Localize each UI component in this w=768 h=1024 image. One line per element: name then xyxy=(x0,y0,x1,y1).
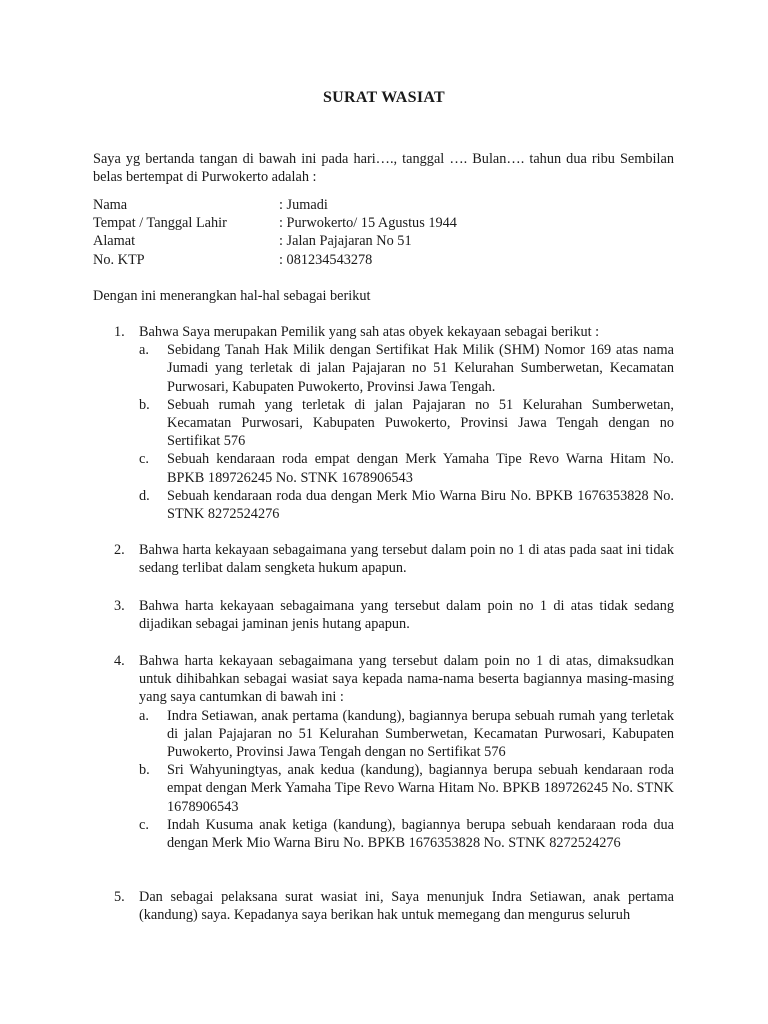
item-text: Bahwa harta kekayaan sebagaimana yang tersebut dalam poin no 1 di atas pada saat ini tidak sedang terlibat dalam sengketa hukum apapun. xyxy=(139,542,674,577)
sub-item-4a xyxy=(139,707,674,762)
identity-row-birth xyxy=(93,214,457,232)
item-text: Bahwa Saya merupakan Pemilik yang sah atas obyek kekayaan sebagai berikut : xyxy=(139,324,600,340)
sub-item-letter: c. xyxy=(139,451,149,468)
item-text: Bahwa harta kekayaan sebagaimana yang tersebut dalam poin no 1 di atas, dimaksudkan untuk dihibahkan sebagai wasiat saya kepada nama-nama beserta bagiannya masing-masing yang saya cantumkan di bawah ini : xyxy=(139,653,674,706)
identity-label: No. KTP xyxy=(93,251,145,268)
list-item-2 xyxy=(114,541,674,577)
identity-value: : 081234543278 xyxy=(279,251,373,268)
sub-item-1c xyxy=(139,450,674,486)
statement-line: Dengan ini menerangkan hal-hal sebagai berikut xyxy=(93,288,371,304)
sub-item-4c xyxy=(139,816,674,852)
item-number: 1. xyxy=(114,324,125,340)
identity-label: Nama xyxy=(93,197,128,213)
identity-table xyxy=(93,196,457,269)
identity-label: Tempat / Tanggal Lahir xyxy=(93,215,227,232)
item-number: 2. xyxy=(114,542,125,558)
sub-item-text: Sri Wahyuningtyas, anak kedua (kandung), bagiannya berupa sebuah kendaraan roda empat dengan Merk Yamaha Tipe Revo Warna Hitam No. BPKB 189726245 No. STNK 1678906543 xyxy=(167,762,674,815)
sub-item-letter: d. xyxy=(139,487,150,504)
list-item-3 xyxy=(114,597,674,633)
sub-item-letter: b. xyxy=(139,396,150,413)
identity-label: Alamat xyxy=(93,233,136,250)
sub-item-text: Sebuah kendaraan roda dua dengan Merk Mio Warna Biru No. BPKB 1676353828 No. STNK 8272524276 xyxy=(167,487,674,523)
sub-item-1a xyxy=(139,341,674,396)
sub-item-text: Sebuah rumah yang terletak di jalan Pajajaran no 51 Kelurahan Sumberwetan, Kecamatan Purwosari, Kabupaten Puwokerto, Provinsi Jawa Tengah dengan no Sertifikat 576 xyxy=(167,396,674,450)
sub-item-text: Indah Kusuma anak ketiga (kandung), bagiannya berupa sebuah kendaraan roda dua dengan Merk Mio Warna Biru No. BPKB 1676353828 No. STNK 8272524276 xyxy=(167,816,674,852)
identity-row-ktp xyxy=(93,251,457,269)
item-number: 3. xyxy=(114,598,125,614)
sub-item-letter: a. xyxy=(139,707,149,724)
list-item-1 xyxy=(114,323,674,523)
sub-item-text: Indra Setiawan, anak pertama (kandung), bagiannya berupa sebuah rumah yang terletak di jalan Pajajaran no 51 Kelurahan Sumberwetan, Kecamatan Purwosari, Kabupaten Puwokerto, Provinsi Jawa Tengah dengan no Sertifikat 576 xyxy=(167,707,674,761)
identity-value: : Purwokerto/ 15 Agustus 1944 xyxy=(279,215,457,232)
document-title: SURAT WASIAT xyxy=(322,89,445,106)
sub-item-text: Sebidang Tanah Hak Milik dengan Sertifikat Hak Milik (SHM) Nomor 169 atas nama Jumadi yang terletak di jalan Pajajaran no 51 Kelurahan Sumberwetan, Kecamatan Purwosari, Kabupaten Puwokerto, Provinsi Jawa Tengah. xyxy=(167,342,674,395)
item-number: 5. xyxy=(114,889,125,905)
sub-item-letter: b. xyxy=(139,762,150,779)
sub-item-4b xyxy=(139,761,674,816)
intro-paragraph: Saya yg bertanda tangan di bawah ini pada hari…., tanggal …. Bulan…. tahun dua ribu Sembilan belas bertempat di Purwokerto adalah : xyxy=(93,151,674,186)
identity-row-name xyxy=(93,196,457,214)
identity-row-address xyxy=(93,232,457,250)
list-item-5 xyxy=(114,888,674,924)
item-number: 4. xyxy=(114,653,125,669)
item-text: Dan sebagai pelaksana surat wasiat ini, Saya menunjuk Indra Setiawan, anak pertama (kandung) saya. Kepadanya saya berikan hak untuk memegang dan mengurus seluruh xyxy=(139,889,674,924)
sub-item-letter: a. xyxy=(139,342,149,359)
item-text: Bahwa harta kekayaan sebagaimana yang tersebut dalam poin no 1 di atas tidak sedang dijadikan sebagai jaminan jenis hutang apapun. xyxy=(139,598,674,633)
identity-value: : Jalan Pajajaran No 51 xyxy=(279,233,412,250)
list-item-4 xyxy=(114,652,674,852)
sub-item-1d xyxy=(139,487,674,523)
sub-item-letter: c. xyxy=(139,816,149,833)
identity-value: : Jumadi xyxy=(279,197,328,213)
sub-item-1b xyxy=(139,396,674,451)
sub-item-text: Sebuah kendaraan roda empat dengan Merk Yamaha Tipe Revo Warna Hitam No. BPKB 189726245 No. STNK 1678906543 xyxy=(167,451,674,486)
